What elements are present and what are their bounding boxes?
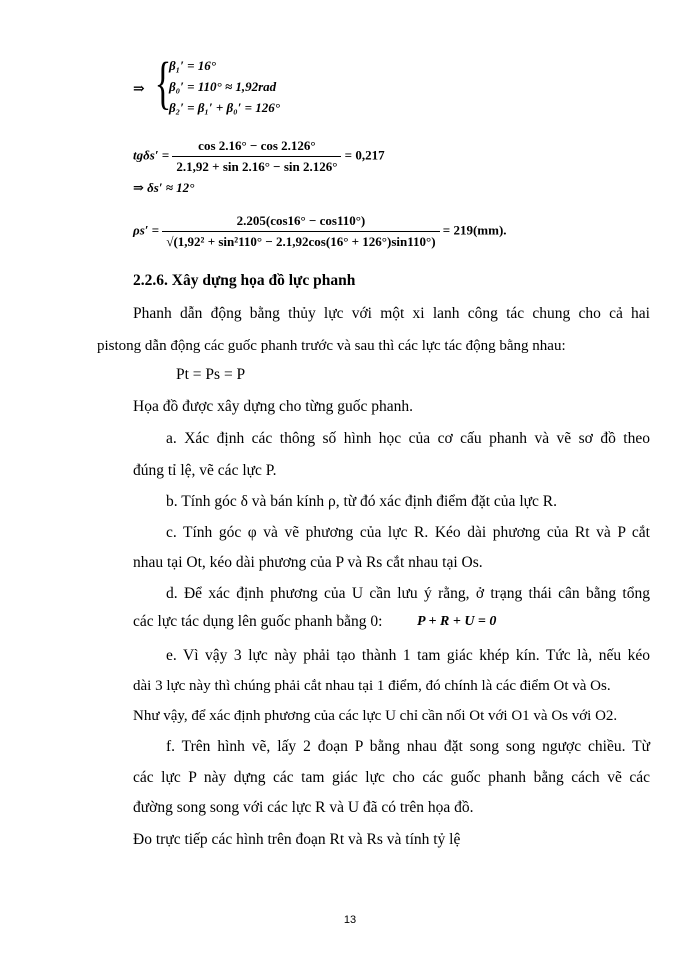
section-heading: 2.2.6. Xây dựng họa đồ lực phanh — [133, 272, 356, 289]
paragraph-line: pistong dẫn động các guốc phanh trước và sau thì các lực tác động bằng nhau: — [97, 338, 566, 354]
item-e-line: Như vậy, để xác định phương của các lực U chỉ cần nối Ot với O1 và Os với O2. — [133, 708, 618, 724]
eq-tg-numerator: cos 2.16° − cos 2.126° — [172, 138, 341, 157]
implies-arrow: ⇒ — [133, 82, 145, 97]
paragraph-line: Phanh dẫn động bằng thủy lực với một xi lanh công tác chung cho cả hai — [133, 305, 650, 322]
eq-tg-result: = 0,217 — [344, 147, 385, 163]
item-e-line: e. Vì vậy 3 lực này phải tạo thành 1 tam giác khép kín. Tức là, nếu kéo — [166, 647, 650, 664]
item-b: b. Tính góc δ và bán kính ρ, từ đó xác định điểm đặt của lực R. — [166, 493, 557, 510]
item-c-line: nhau tại Ot, kéo dài phương của P và Rs cắt nhau tại Os. — [133, 554, 483, 571]
eq-rho-numerator: 2.205(cos16° − cos110°) — [162, 213, 439, 232]
eq-tg-lhs: tgδs′ = — [133, 147, 170, 163]
item-d-line: các lực tác dụng lên guốc phanh bằng 0: — [133, 613, 383, 630]
item-d-line: d. Để xác định phương của U cần lưu ý rằng, ở trạng thái cân bằng tổng — [166, 585, 650, 602]
equation-delta-approx: ⇒ δs′ ≈ 12° — [133, 180, 195, 195]
eq-rho-fraction — [162, 213, 439, 250]
page-number: 13 — [343, 914, 357, 926]
eq-rho-result: = 219(mm). — [442, 222, 507, 238]
equation-rho — [133, 213, 507, 250]
eq-beta2: β₂′ = β₁′ + β₀′ = 126° — [169, 100, 280, 115]
item-a-line: đúng tỉ lệ, vẽ các lực P. — [133, 462, 277, 479]
left-brace: { — [154, 50, 172, 115]
eq-tg-fraction — [172, 138, 341, 175]
paragraph-line: Họa đồ được xây dựng cho từng guốc phanh. — [133, 398, 414, 415]
item-f-line: f. Trên hình vẽ, lấy 2 đoạn P bằng nhau đặt song song ngược chiều. Từ — [166, 738, 650, 755]
eq-beta1: β₁′ = 16° — [169, 58, 216, 73]
item-f-line: đường song song với các lực R và U đã có trên họa đồ. — [133, 799, 474, 816]
vector-equation: P + R + U = 0 — [417, 614, 497, 629]
eq-rho-denominator: √(1,92² + sin²110° − 2.1,92cos(16° + 126°)sin110°) — [166, 234, 436, 249]
item-c-line: c. Tính góc φ và vẽ phương của lực R. Kéo dài phương của Rt và P cắt — [166, 524, 650, 541]
equation-tg-delta — [133, 138, 385, 175]
eq-tg-denominator: 2.1,92 + sin 2.16° − sin 2.126° — [176, 159, 338, 174]
eq-beta0: β₀′ = 110° ≈ 1,92rad — [169, 79, 277, 94]
item-e-line: dài 3 lực này thì chúng phải cắt nhau tại 1 điểm, đó chính là các điểm Ot và Os. — [133, 678, 611, 694]
force-equation: Pt = Ps = P — [176, 366, 246, 383]
item-a-line: a. Xác định các thông số hình học của cơ cấu phanh và vẽ sơ đồ theo — [166, 430, 650, 447]
item-f-line: các lực P này dựng các tam giác lực cho các guốc phanh bằng cách vẽ các — [133, 769, 650, 786]
eq-rho-lhs: ρs′ = — [133, 222, 160, 238]
item-g: Đo trực tiếp các hình trên đoạn Rt và Rs và tính tỷ lệ — [133, 831, 461, 848]
